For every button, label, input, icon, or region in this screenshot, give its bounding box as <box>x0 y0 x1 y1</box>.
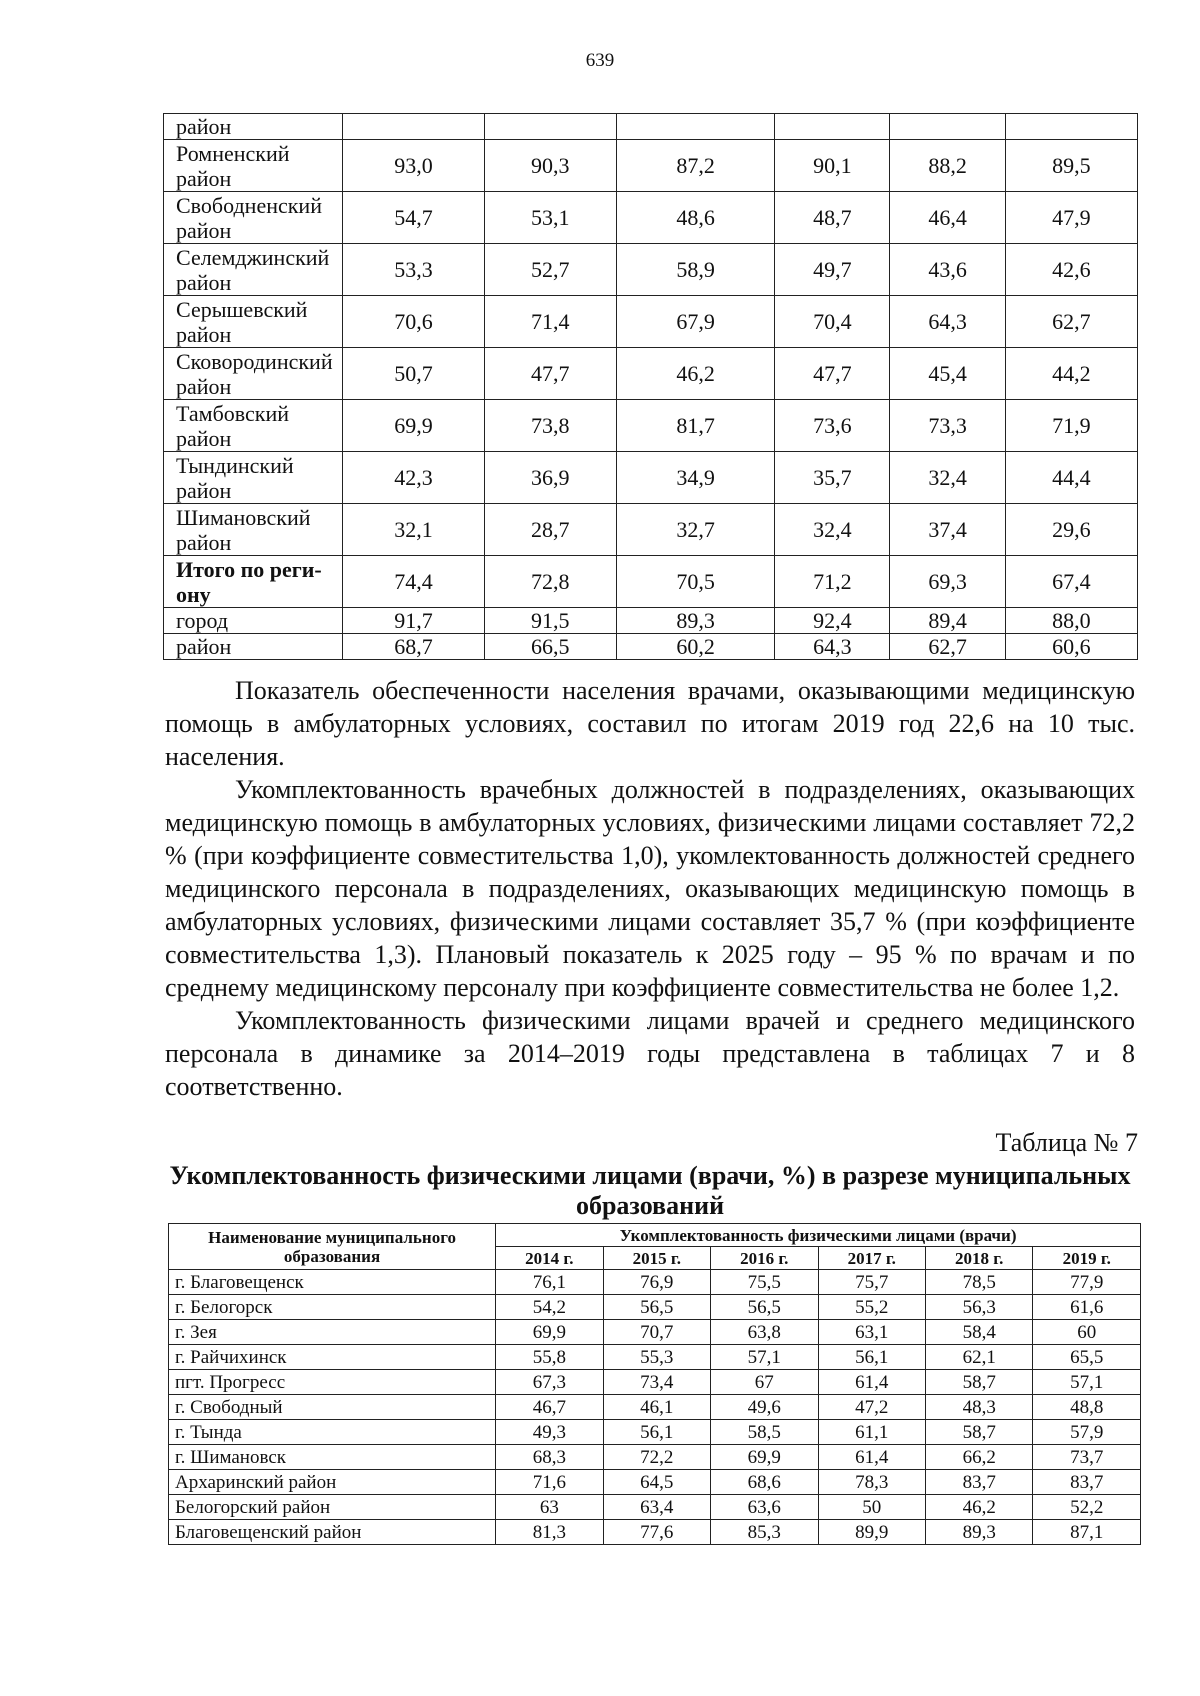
row-name-line: район <box>176 633 232 659</box>
row-name-line: Тындинский <box>176 452 294 478</box>
value-cell: 89,5 <box>1005 140 1137 192</box>
value-cell: 49,3 <box>496 1420 603 1445</box>
row-name-line: район <box>176 269 232 295</box>
value-cell: 55,3 <box>603 1345 710 1370</box>
value-cell: 75,7 <box>818 1270 925 1295</box>
paragraph: Укомплектованность врачебных должностей в подразделениях, оказывающих медицинскую помощь в амбулаторных условиях, физическими лицами составляет 72,2 % (при коэффициенте совместительства 1,0), укомлектованность должностей среднего медицинского персонала в подразделениях, оказывающих медицинскую помощь в амбулаторных условиях, физическими лицами составляет 35,7 % (при коэффициенте совместительства 1,3). Плановый показатель к 2025 году – 95 % по врачам и по среднему медицинскому персоналу при коэффициенте совместительства не более 1,2. <box>165 775 1135 1002</box>
value-cell: 58,4 <box>925 1320 1032 1345</box>
row-name-line: Итого по реги- <box>176 556 322 582</box>
value-cell: 68,3 <box>496 1445 603 1470</box>
value-cell: 56,5 <box>603 1295 710 1320</box>
value-cell: 56,1 <box>603 1420 710 1445</box>
municipality-name-cell: Белогорский район <box>169 1495 496 1520</box>
table-row <box>164 504 1138 556</box>
municipality-name-cell: г. Шимановск <box>169 1445 496 1470</box>
municipality-name-cell: Благовещенский район <box>169 1520 496 1545</box>
value-cell: 78,3 <box>818 1470 925 1495</box>
value-cell: 65,5 <box>1033 1345 1141 1370</box>
table-row <box>164 140 1138 192</box>
value-cell: 87,2 <box>616 140 774 192</box>
table-row <box>169 1445 1141 1470</box>
value-cell <box>484 114 616 140</box>
value-cell: 37,4 <box>890 504 1005 556</box>
value-cell: 46,1 <box>603 1395 710 1420</box>
value-cell: 29,6 <box>1005 504 1137 556</box>
value-cell: 62,7 <box>890 634 1005 660</box>
value-cell: 42,3 <box>343 452 484 504</box>
table-row <box>164 296 1138 348</box>
municipality-name-cell: г. Зея <box>169 1320 496 1345</box>
value-cell: 87,1 <box>1033 1520 1141 1545</box>
value-cell: 90,3 <box>484 140 616 192</box>
value-cell: 58,7 <box>925 1420 1032 1445</box>
paragraph: Показатель обеспеченности населения врачами, оказывающими медицинскую помощь в амбулаторных условиях, составил по итогам 2019 год 22,6 на 10 тыс. населения. <box>165 676 1135 771</box>
value-cell: 43,6 <box>890 244 1005 296</box>
value-cell: 48,3 <box>925 1395 1032 1420</box>
value-cell: 57,1 <box>1033 1370 1141 1395</box>
table-row <box>164 452 1138 504</box>
header-year: 2017 г. <box>818 1247 925 1270</box>
row-name-line: район <box>176 321 232 347</box>
value-cell: 63,1 <box>818 1320 925 1345</box>
value-cell: 72,8 <box>484 556 616 608</box>
value-cell: 78,5 <box>925 1270 1032 1295</box>
value-cell: 89,4 <box>890 608 1005 634</box>
value-cell: 53,1 <box>484 192 616 244</box>
value-cell: 69,3 <box>890 556 1005 608</box>
value-cell: 71,4 <box>484 296 616 348</box>
value-cell: 67 <box>711 1370 818 1395</box>
table-row <box>169 1270 1141 1295</box>
header-year: 2014 г. <box>496 1247 603 1270</box>
value-cell: 71,2 <box>775 556 890 608</box>
value-cell: 60 <box>1033 1320 1141 1345</box>
header-year: 2015 г. <box>603 1247 710 1270</box>
value-cell: 67,3 <box>496 1370 603 1395</box>
value-cell: 88,2 <box>890 140 1005 192</box>
value-cell: 63,4 <box>603 1495 710 1520</box>
value-cell: 50 <box>818 1495 925 1520</box>
value-cell: 76,9 <box>603 1270 710 1295</box>
value-cell: 57,9 <box>1033 1420 1141 1445</box>
value-cell: 58,5 <box>711 1420 818 1445</box>
value-cell: 91,5 <box>484 608 616 634</box>
value-cell: 36,9 <box>484 452 616 504</box>
row-name-cell <box>164 504 343 556</box>
value-cell: 32,4 <box>890 452 1005 504</box>
row-name-cell <box>164 244 343 296</box>
value-cell: 81,7 <box>616 400 774 452</box>
value-cell: 61,4 <box>818 1370 925 1395</box>
value-cell: 28,7 <box>484 504 616 556</box>
table-row <box>169 1320 1141 1345</box>
value-cell: 66,2 <box>925 1445 1032 1470</box>
value-cell: 56,1 <box>818 1345 925 1370</box>
value-cell: 91,7 <box>343 608 484 634</box>
value-cell: 92,4 <box>775 608 890 634</box>
table-row <box>164 244 1138 296</box>
value-cell: 45,4 <box>890 348 1005 400</box>
value-cell: 70,5 <box>616 556 774 608</box>
value-cell: 67,4 <box>1005 556 1137 608</box>
row-name-line: район <box>176 165 232 191</box>
value-cell: 76,1 <box>496 1270 603 1295</box>
value-cell: 48,8 <box>1033 1395 1141 1420</box>
value-cell: 61,6 <box>1033 1295 1141 1320</box>
value-cell: 74,4 <box>343 556 484 608</box>
row-name-line: Шимановский <box>176 504 311 530</box>
value-cell: 63,6 <box>711 1495 818 1520</box>
row-name-cell <box>164 348 343 400</box>
value-cell: 47,2 <box>818 1395 925 1420</box>
table-continuation <box>163 113 1138 660</box>
value-cell: 89,9 <box>818 1520 925 1545</box>
table-row <box>169 1370 1141 1395</box>
value-cell: 50,7 <box>343 348 484 400</box>
table-row <box>169 1520 1141 1545</box>
row-name-line: Свободненский <box>176 192 322 218</box>
value-cell: 58,9 <box>616 244 774 296</box>
row-name-cell <box>164 556 343 608</box>
table-row <box>169 1495 1141 1520</box>
table-title: Укомплектованность физическими лицами (врачи, %) в разрезе муниципальных образований <box>169 1161 1131 1220</box>
row-name-cell <box>164 140 343 192</box>
row-name-line: Серышевский <box>176 296 308 322</box>
paragraph: Укомплектованность физическими лицами врачей и среднего медицинского персонала в динамике за 2014–2019 годы представлена в таблицах 7 и 8 соответственно. <box>165 1006 1135 1101</box>
value-cell: 68,7 <box>343 634 484 660</box>
staffing-table <box>168 1223 1141 1545</box>
header-staffing-group: Укомплектованность физическими лицами (врачи) <box>496 1224 1141 1247</box>
table-row <box>164 114 1138 140</box>
value-cell: 61,1 <box>818 1420 925 1445</box>
row-name-line: ону <box>176 581 211 607</box>
table-row <box>164 634 1138 660</box>
value-cell: 66,5 <box>484 634 616 660</box>
value-cell: 46,4 <box>890 192 1005 244</box>
municipality-name-cell: г. Благовещенск <box>169 1270 496 1295</box>
row-name-cell <box>164 400 343 452</box>
value-cell: 61,4 <box>818 1445 925 1470</box>
value-cell <box>343 114 484 140</box>
value-cell: 32,7 <box>616 504 774 556</box>
value-cell: 62,1 <box>925 1345 1032 1370</box>
value-cell: 35,7 <box>775 452 890 504</box>
value-cell: 44,4 <box>1005 452 1137 504</box>
value-cell: 73,4 <box>603 1370 710 1395</box>
value-cell <box>775 114 890 140</box>
value-cell: 47,7 <box>484 348 616 400</box>
value-cell: 68,6 <box>711 1470 818 1495</box>
value-cell: 63,8 <box>711 1320 818 1345</box>
municipality-name-cell: пгт. Прогресс <box>169 1370 496 1395</box>
value-cell: 46,2 <box>925 1495 1032 1520</box>
value-cell: 34,9 <box>616 452 774 504</box>
row-name-cell <box>164 192 343 244</box>
value-cell: 58,7 <box>925 1370 1032 1395</box>
value-cell: 55,2 <box>818 1295 925 1320</box>
value-cell: 32,1 <box>343 504 484 556</box>
header-year: 2018 г. <box>925 1247 1032 1270</box>
value-cell: 69,9 <box>343 400 484 452</box>
value-cell: 93,0 <box>343 140 484 192</box>
value-cell: 32,4 <box>775 504 890 556</box>
value-cell: 49,6 <box>711 1395 818 1420</box>
value-cell: 42,6 <box>1005 244 1137 296</box>
table-row <box>169 1395 1141 1420</box>
row-name-cell <box>164 296 343 348</box>
page-number: 639 <box>585 50 615 71</box>
value-cell <box>616 114 774 140</box>
table-row <box>164 192 1138 244</box>
table-row <box>164 556 1138 608</box>
value-cell: 73,8 <box>484 400 616 452</box>
value-cell: 47,9 <box>1005 192 1137 244</box>
value-cell: 48,6 <box>616 192 774 244</box>
value-cell: 77,9 <box>1033 1270 1141 1295</box>
row-name-cell <box>164 114 343 140</box>
value-cell: 60,2 <box>616 634 774 660</box>
row-name-line: район <box>176 113 232 139</box>
value-cell <box>1005 114 1137 140</box>
value-cell: 71,9 <box>1005 400 1137 452</box>
value-cell: 55,8 <box>496 1345 603 1370</box>
value-cell: 57,1 <box>711 1345 818 1370</box>
row-name-line: Тамбовский <box>176 400 290 426</box>
municipality-name-cell: Архаринский район <box>169 1470 496 1495</box>
value-cell: 83,7 <box>925 1470 1032 1495</box>
value-cell: 89,3 <box>925 1520 1032 1545</box>
row-name-line: район <box>176 529 232 555</box>
value-cell: 60,6 <box>1005 634 1137 660</box>
municipality-name-cell: г. Тында <box>169 1420 496 1445</box>
value-cell: 52,7 <box>484 244 616 296</box>
municipality-name-cell: г. Свободный <box>169 1395 496 1420</box>
value-cell: 52,2 <box>1033 1495 1141 1520</box>
value-cell: 88,0 <box>1005 608 1137 634</box>
value-cell: 49,7 <box>775 244 890 296</box>
value-cell: 75,5 <box>711 1270 818 1295</box>
value-cell: 63 <box>496 1495 603 1520</box>
table-row <box>169 1345 1141 1370</box>
header-year: 2019 г. <box>1033 1247 1141 1270</box>
value-cell: 70,6 <box>343 296 484 348</box>
value-cell: 83,7 <box>1033 1470 1141 1495</box>
value-cell: 72,2 <box>603 1445 710 1470</box>
value-cell: 73,6 <box>775 400 890 452</box>
value-cell: 53,3 <box>343 244 484 296</box>
value-cell: 48,7 <box>775 192 890 244</box>
value-cell: 56,3 <box>925 1295 1032 1320</box>
value-cell: 90,1 <box>775 140 890 192</box>
row-name-line: район <box>176 425 232 451</box>
table-row <box>164 608 1138 634</box>
row-name-cell <box>164 634 343 660</box>
row-name-line: район <box>176 217 232 243</box>
table-row <box>164 400 1138 452</box>
value-cell: 56,5 <box>711 1295 818 1320</box>
municipality-name-cell: г. Белогорск <box>169 1295 496 1320</box>
value-cell: 62,7 <box>1005 296 1137 348</box>
row-name-line: Ромненский <box>176 140 290 166</box>
value-cell: 64,3 <box>890 296 1005 348</box>
table-row <box>169 1470 1141 1495</box>
value-cell: 71,6 <box>496 1470 603 1495</box>
row-name-line: район <box>176 477 232 503</box>
row-name-line: город <box>176 607 229 633</box>
table-row <box>169 1295 1141 1320</box>
value-cell: 64,3 <box>775 634 890 660</box>
row-name-line: Селемджинский <box>176 244 330 270</box>
header-municipality: Наименование муниципального образования <box>169 1224 496 1270</box>
body-text <box>165 674 1135 1103</box>
value-cell: 81,3 <box>496 1520 603 1545</box>
value-cell: 69,9 <box>496 1320 603 1345</box>
municipality-name-cell: г. Райчихинск <box>169 1345 496 1370</box>
value-cell: 73,3 <box>890 400 1005 452</box>
value-cell: 89,3 <box>616 608 774 634</box>
value-cell <box>890 114 1005 140</box>
value-cell: 47,7 <box>775 348 890 400</box>
row-name-cell <box>164 608 343 634</box>
value-cell: 67,9 <box>616 296 774 348</box>
header-year: 2016 г. <box>711 1247 818 1270</box>
value-cell: 70,7 <box>603 1320 710 1345</box>
value-cell: 46,7 <box>496 1395 603 1420</box>
value-cell: 69,9 <box>711 1445 818 1470</box>
row-name-line: район <box>176 373 232 399</box>
row-name-line: Сковородинский <box>176 348 333 374</box>
value-cell: 54,7 <box>343 192 484 244</box>
value-cell: 46,2 <box>616 348 774 400</box>
table-row <box>164 348 1138 400</box>
value-cell: 73,7 <box>1033 1445 1141 1470</box>
row-name-cell <box>164 452 343 504</box>
value-cell: 77,6 <box>603 1520 710 1545</box>
value-cell: 44,2 <box>1005 348 1137 400</box>
table-row <box>169 1420 1141 1445</box>
table-number-label: Таблица № 7 <box>995 1128 1138 1157</box>
value-cell: 54,2 <box>496 1295 603 1320</box>
value-cell: 85,3 <box>711 1520 818 1545</box>
value-cell: 64,5 <box>603 1470 710 1495</box>
value-cell: 70,4 <box>775 296 890 348</box>
